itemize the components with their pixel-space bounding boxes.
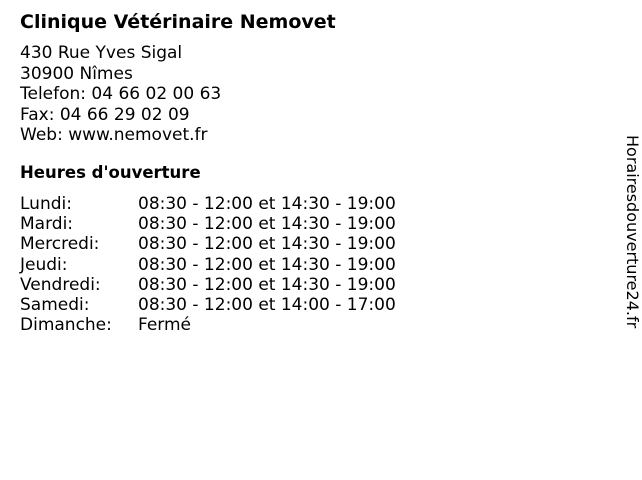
hours-heading: Heures d'ouverture — [20, 163, 201, 182]
time-value: 08:30 - 12:00 et 14:30 - 19:00 — [138, 274, 396, 295]
hours-row-samedi — [20, 295, 396, 315]
hours-row-dimanche — [20, 315, 396, 335]
time-value: 08:30 - 12:00 et 14:00 - 17:00 — [138, 295, 396, 316]
day-label: Dimanche: — [20, 315, 112, 336]
website: Web: www.nemovet.fr — [20, 125, 208, 145]
contact-block — [20, 43, 221, 146]
hours-row-vendredi — [20, 275, 396, 295]
time-value: Fermé — [138, 315, 192, 336]
address-city: 30900 Nîmes — [20, 63, 133, 84]
day-label: Vendredi: — [20, 274, 101, 295]
time-value: 08:30 - 12:00 et 14:30 - 19:00 — [138, 214, 396, 235]
hours-row-jeudi — [20, 255, 396, 275]
hours-table — [20, 194, 396, 335]
day-label: Samedi: — [20, 295, 90, 316]
address-street: 430 Rue Yves Sigal — [20, 43, 183, 63]
business-name: Clinique Vétérinaire Nemovet — [20, 11, 336, 33]
time-value: 08:30 - 12:00 et 14:30 - 19:00 — [138, 254, 396, 275]
day-label: Lundi: — [20, 194, 72, 214]
day-label: Jeudi: — [20, 254, 68, 275]
time-value: 08:30 - 12:00 et 14:30 - 19:00 — [138, 234, 396, 255]
fax-number: Fax: 04 66 29 02 09 — [20, 104, 190, 125]
hours-row-mercredi — [20, 234, 396, 254]
time-value: 08:30 - 12:00 et 14:30 - 19:00 — [138, 194, 396, 214]
hours-row-lundi — [20, 194, 396, 214]
site-watermark: Horairesdouverture24.fr — [623, 135, 642, 329]
phone-number: Telefon: 04 66 02 00 63 — [20, 84, 222, 104]
day-label: Mardi: — [20, 214, 74, 235]
day-label: Mercredi: — [20, 234, 100, 255]
hours-row-mardi — [20, 214, 396, 234]
